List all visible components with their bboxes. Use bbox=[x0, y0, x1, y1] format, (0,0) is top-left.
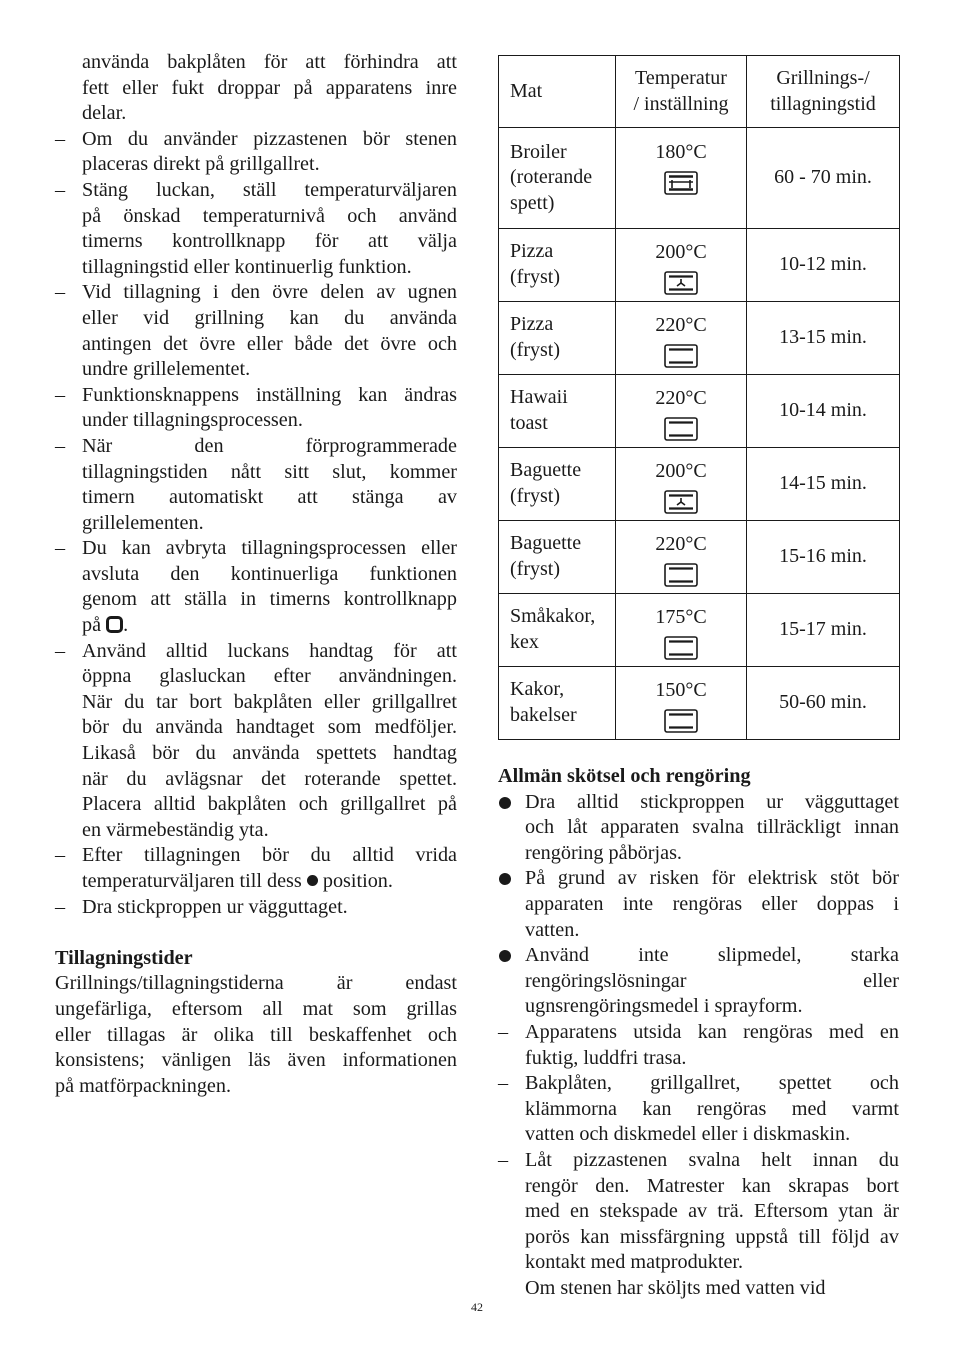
food-cell bbox=[499, 594, 616, 667]
temperature-value: 220°C bbox=[655, 314, 707, 336]
table-row bbox=[499, 667, 900, 740]
table-row bbox=[499, 448, 900, 521]
table-row bbox=[499, 594, 900, 667]
text-line: Om du använder pizzastenen bör stenen bbox=[82, 127, 457, 150]
text-line: undre grillelementet. bbox=[82, 358, 251, 381]
temperature-cell bbox=[616, 375, 747, 448]
text-line: öppna glasluckan efter användningen. bbox=[82, 665, 457, 688]
text-fragment: temperaturväljaren till dess bbox=[82, 870, 307, 892]
text-line: på matförpackningen. bbox=[55, 1074, 232, 1097]
top-bottom-heat-icon bbox=[664, 563, 698, 587]
text-line: genom att ställa in timerns kontrollknapp bbox=[82, 588, 457, 611]
text-line: Använd alltid luckans handtag för att bbox=[82, 639, 457, 662]
dash-marker: – bbox=[55, 844, 66, 867]
care-list bbox=[498, 790, 899, 1276]
list-item bbox=[55, 639, 457, 844]
text-line: tillagningstiden nått sitt slut, kommer bbox=[82, 460, 457, 483]
food-line: Baguette bbox=[510, 532, 582, 555]
time-cell: 60 - 70 min. bbox=[747, 128, 900, 229]
time-cell: 14-15 min. bbox=[747, 448, 900, 521]
temperature-cell bbox=[616, 448, 747, 521]
off-position-dot-icon bbox=[307, 875, 318, 886]
text-line: Grillnings/tillagningstiderna är endast bbox=[55, 972, 457, 995]
text-line: placeras direkt på grillgallret. bbox=[82, 153, 320, 176]
list-item bbox=[498, 866, 899, 943]
text-line: ugnsrengöringsmedel i sprayform. bbox=[525, 995, 803, 1018]
temperature-cell bbox=[616, 302, 747, 375]
rotisserie-icon bbox=[664, 171, 698, 195]
text-line: eller tillagas är olika till beskaffenhet och bbox=[55, 1023, 457, 1046]
food-line: (fryst) bbox=[510, 485, 560, 507]
text-line: timerns kontrollknapp för att välja bbox=[82, 230, 457, 253]
text-line: Du kan avbryta tillagningsprocessen eller bbox=[82, 537, 457, 560]
text-line: Använd inte slipmedel, starka bbox=[525, 944, 899, 967]
text-line: med en stekspade av trä. Eftersom ytan är bbox=[525, 1200, 899, 1223]
list-item bbox=[498, 943, 899, 1020]
top-bottom-heat-icon bbox=[664, 709, 698, 733]
text-line: använda bakplåten för att förhindra att bbox=[82, 51, 457, 73]
text-line: Funktionsknappens inställning kan ändras bbox=[82, 383, 457, 406]
text-line: Dra alltid stickproppen ur vägguttaget bbox=[525, 790, 899, 813]
table-header-cell bbox=[747, 56, 900, 128]
list-item bbox=[55, 178, 457, 280]
header-line: Grillnings-/ bbox=[776, 66, 870, 89]
fan-heat-icon bbox=[664, 271, 698, 295]
food-line: Småkakor, bbox=[510, 605, 596, 628]
list-item bbox=[498, 1148, 899, 1276]
dash-marker: – bbox=[55, 383, 66, 406]
food-line: (fryst) bbox=[510, 339, 560, 361]
temperature-cell bbox=[616, 667, 747, 740]
text-line: Likaså bör du använda spettets handtag bbox=[82, 742, 457, 765]
table-row bbox=[499, 521, 900, 594]
dash-marker: – bbox=[55, 537, 66, 560]
food-cell bbox=[499, 667, 616, 740]
food-cell bbox=[499, 229, 616, 302]
time-cell: 10-12 min. bbox=[747, 229, 900, 302]
food-line: toast bbox=[510, 412, 548, 434]
text-line: rengöring påbörjas. bbox=[525, 841, 682, 864]
bullet-dot-icon bbox=[499, 873, 511, 885]
time-cell: 15-17 min. bbox=[747, 594, 900, 667]
food-line: Kakor, bbox=[510, 678, 565, 701]
text-line: fuktig, luddfri trasa. bbox=[525, 1046, 687, 1069]
list-item bbox=[55, 843, 457, 894]
text-line: Apparatens utsida kan rengöras med en bbox=[525, 1020, 899, 1043]
food-cell bbox=[499, 448, 616, 521]
text-line: och låt apparaten svalna tillräckligt innan bbox=[525, 816, 899, 839]
dash-marker: – bbox=[498, 1072, 509, 1095]
food-cell bbox=[499, 521, 616, 594]
dash-marker: – bbox=[498, 1148, 509, 1171]
text-line: Efter tillagningen bör du alltid vrida bbox=[82, 844, 457, 867]
text-line: under tillagningsprocessen. bbox=[82, 409, 303, 432]
text-line: på önskad temperaturnivå och använd bbox=[82, 204, 457, 227]
text-line: bör du använda handtaget som medföljer. bbox=[82, 716, 457, 739]
temperature-value: 200°C bbox=[655, 460, 707, 482]
table-row bbox=[499, 229, 900, 302]
intro-paragraph bbox=[55, 50, 457, 127]
text-line: tillagningstid eller kontinuerlig funktion. bbox=[82, 255, 412, 278]
bullet-dot-icon bbox=[499, 797, 511, 809]
text-line: Placera alltid bakplåten och grillgallret på bbox=[82, 793, 457, 816]
dash-marker: – bbox=[55, 639, 66, 662]
instruction-list bbox=[55, 127, 457, 920]
top-bottom-heat-icon bbox=[664, 344, 698, 368]
list-item bbox=[498, 790, 899, 867]
time-cell: 13-15 min. bbox=[747, 302, 900, 375]
text-line bbox=[82, 613, 457, 639]
text-line bbox=[82, 869, 457, 895]
text-line: en värmebeständig yta. bbox=[82, 818, 269, 841]
bullet-dot-icon bbox=[499, 950, 511, 962]
list-item bbox=[55, 127, 457, 178]
text-fragment: position. bbox=[317, 870, 393, 892]
list-item bbox=[55, 536, 457, 638]
text-line: kontakt med matprodukter. bbox=[525, 1251, 744, 1274]
temperature-cell bbox=[616, 229, 747, 302]
text-line: När den förprogrammerade bbox=[82, 434, 457, 457]
food-line: Baguette bbox=[510, 459, 582, 482]
text-line: Bakplåten, grillgallret, spettet och bbox=[525, 1072, 899, 1095]
table-header-cell bbox=[499, 56, 616, 128]
list-item bbox=[55, 280, 457, 382]
food-line: (roterande bbox=[510, 166, 593, 189]
food-line: kex bbox=[510, 631, 539, 653]
header-line: tillagningstid bbox=[770, 92, 876, 115]
list-item bbox=[55, 895, 457, 921]
text-line: klämmorna kan rengöras med varmt bbox=[525, 1097, 899, 1120]
cooking-times-table bbox=[498, 55, 900, 740]
header-line: Temperatur bbox=[635, 66, 727, 89]
food-line: Pizza bbox=[510, 240, 554, 263]
text-line: Låt pizzastenen svalna helt innan du bbox=[525, 1148, 899, 1171]
page-number: 42 bbox=[471, 1300, 483, 1314]
dash-marker: – bbox=[55, 178, 66, 201]
dash-marker: – bbox=[498, 1020, 509, 1043]
list-item bbox=[55, 434, 457, 536]
temperature-value: 180°C bbox=[655, 141, 707, 163]
text-line: apparaten inte rengöras eller doppas i bbox=[525, 892, 899, 915]
text-line: Vid tillagning i den övre delen av ugnen bbox=[82, 281, 457, 304]
food-line: Pizza bbox=[510, 313, 554, 336]
section-heading-care-cleaning: Allmän skötsel och rengöring bbox=[498, 765, 751, 787]
food-line: Hawaii bbox=[510, 386, 568, 409]
table-header-row bbox=[499, 56, 900, 128]
text-line: Dra stickproppen ur vägguttaget. bbox=[82, 895, 348, 918]
text-line: konsistens; vänligen läs även informationen bbox=[55, 1049, 457, 1072]
text-line: eller vid grillning kan du använda bbox=[82, 306, 457, 329]
continuation-text: Om stenen har sköljts med vatten vid bbox=[525, 1276, 826, 1299]
text-line: Stäng luckan, ställ temperaturväljaren bbox=[82, 178, 457, 201]
table-row bbox=[499, 302, 900, 375]
dash-marker: – bbox=[55, 281, 66, 304]
time-cell: 15-16 min. bbox=[747, 521, 900, 594]
left-column bbox=[55, 50, 457, 1099]
temperature-value: 220°C bbox=[655, 533, 707, 555]
time-cell: 10-14 min. bbox=[747, 375, 900, 448]
text-line: antingen det övre eller både det övre och bbox=[82, 332, 457, 355]
temperature-value: 150°C bbox=[655, 679, 707, 701]
list-item bbox=[55, 383, 457, 434]
food-line: (fryst) bbox=[510, 558, 560, 580]
temperature-value: 175°C bbox=[655, 606, 707, 628]
temperature-cell bbox=[616, 521, 747, 594]
text-fragment: . bbox=[123, 614, 129, 637]
food-cell bbox=[499, 302, 616, 375]
food-line: Broiler bbox=[510, 140, 567, 163]
temperature-value: 200°C bbox=[655, 241, 707, 263]
table-row bbox=[499, 375, 900, 448]
temperature-value: 220°C bbox=[655, 387, 707, 409]
food-line: spett) bbox=[510, 191, 555, 214]
text-line: rengöringslösningar eller bbox=[525, 969, 899, 992]
header-line: Mat bbox=[510, 79, 543, 102]
off-position-ring-icon bbox=[106, 616, 123, 633]
header-line: / inställning bbox=[633, 92, 729, 115]
food-line: (fryst) bbox=[510, 266, 560, 288]
section-heading-cooking-times: Tillagningstider bbox=[55, 946, 193, 969]
food-cell bbox=[499, 128, 616, 229]
text-line: fett eller fukt droppar på apparatens inre bbox=[82, 76, 457, 99]
text-line: avsluta den kontinuerliga funktionen bbox=[82, 562, 457, 585]
text-line: timern automatiskt att stänga av bbox=[82, 486, 457, 509]
dash-marker: – bbox=[55, 127, 66, 150]
text-line: när du avlägsnar det roterande spettet. bbox=[82, 767, 457, 790]
cooking-times-paragraph bbox=[55, 971, 457, 1099]
text-line: ungefärliga, eftersom all mat som grillas bbox=[55, 997, 457, 1020]
right-column bbox=[498, 55, 899, 1301]
list-item bbox=[498, 1071, 899, 1148]
temperature-cell bbox=[616, 128, 747, 229]
food-cell bbox=[499, 375, 616, 448]
top-bottom-heat-icon bbox=[664, 417, 698, 441]
text-line: vatten och diskmedel eller i diskmaskin. bbox=[525, 1123, 851, 1146]
dash-marker: – bbox=[55, 895, 66, 918]
text-line: När du tar bort bakplåten eller grillgallret bbox=[82, 690, 457, 713]
text-line: delar. bbox=[82, 102, 127, 125]
text-line: porös kan missfärgning uppstå till följd av bbox=[525, 1225, 899, 1248]
dash-marker: – bbox=[55, 434, 66, 457]
text-fragment: på bbox=[82, 614, 107, 637]
text-line: vatten. bbox=[525, 918, 580, 941]
text-line: På grund av risken för elektrisk stöt bör bbox=[525, 867, 899, 890]
table-header-cell bbox=[616, 56, 747, 128]
text-line: rengör den. Matrester kan skrapas bort bbox=[525, 1174, 899, 1197]
list-item bbox=[498, 1020, 899, 1071]
temperature-cell bbox=[616, 594, 747, 667]
top-bottom-heat-icon bbox=[664, 636, 698, 660]
table-row bbox=[499, 128, 900, 229]
time-cell: 50-60 min. bbox=[747, 667, 900, 740]
food-line: bakelser bbox=[510, 704, 577, 726]
text-line: grillelementen. bbox=[82, 511, 204, 534]
fan-heat-icon bbox=[664, 490, 698, 514]
